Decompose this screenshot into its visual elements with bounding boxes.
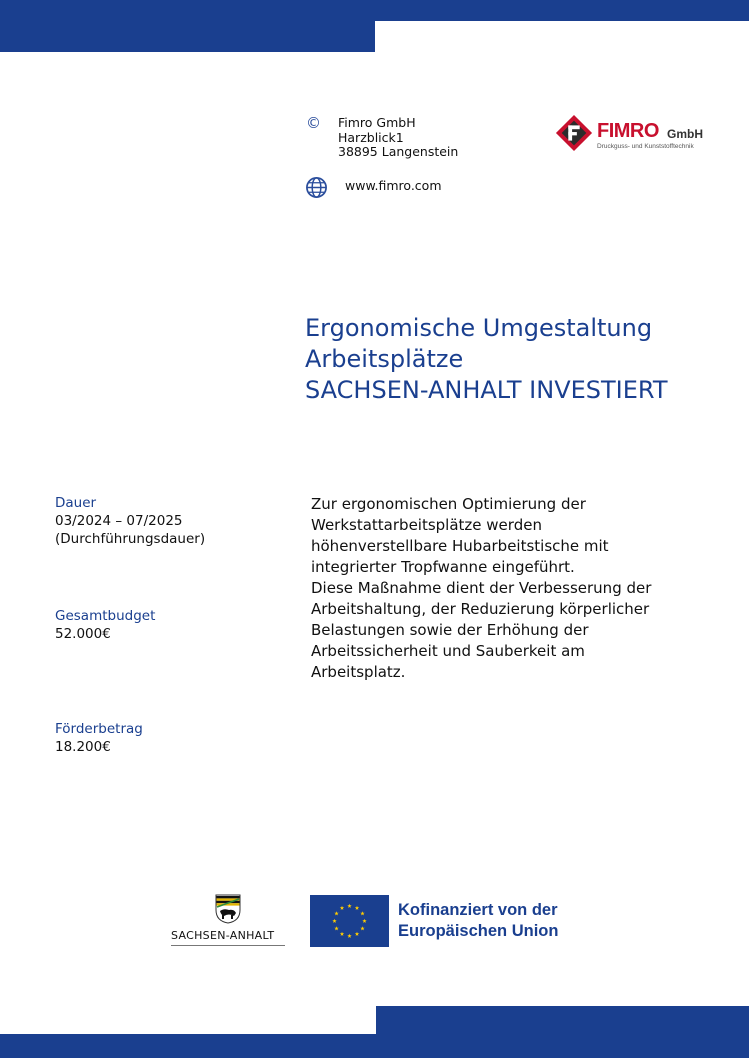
description-line: Zur ergonomischen Optimierung der bbox=[311, 495, 586, 513]
bottom-right-band bbox=[376, 1006, 749, 1034]
description-line: Arbeitssicherheit und Sauberkeit am bbox=[311, 642, 585, 660]
eu-flag-icon bbox=[310, 895, 389, 947]
funding-block bbox=[55, 720, 143, 756]
eu-line-1: Kofinanziert von der bbox=[398, 901, 558, 919]
budget-block bbox=[55, 607, 155, 643]
description-line: Arbeitshaltung, der Reduzierung körperlicher bbox=[311, 600, 650, 618]
funding-value: 18.200€ bbox=[55, 739, 111, 755]
eu-cofunding-text bbox=[398, 900, 558, 942]
logo-suffix: GmbH bbox=[667, 127, 703, 141]
duration-label: Dauer bbox=[55, 495, 97, 511]
title-line-3: SACHSEN-ANHALT INVESTIERT bbox=[305, 376, 668, 404]
top-left-band bbox=[0, 21, 375, 52]
company-name: Fimro GmbH bbox=[338, 115, 416, 130]
state-label: SACHSEN-ANHALT bbox=[171, 929, 275, 942]
budget-label: Gesamtbudget bbox=[55, 608, 156, 624]
description-line: integrierter Tropfwanne eingeführt. bbox=[311, 558, 575, 576]
logo-tagline: Druckguss- und Kunststofftechnik bbox=[597, 143, 694, 150]
title-line-2: Arbeitsplätze bbox=[305, 345, 464, 373]
divider bbox=[171, 945, 285, 946]
description-line: höhenverstellbare Hubarbeitstische mit bbox=[311, 537, 609, 555]
budget-value: 52.000€ bbox=[55, 626, 111, 642]
eu-line-2: Europäischen Union bbox=[398, 922, 559, 940]
website-link[interactable]: www.fimro.com bbox=[345, 178, 442, 193]
copyright-icon: © bbox=[306, 114, 321, 132]
description-line: Arbeitsplatz. bbox=[311, 663, 406, 681]
fimro-logo-mark-icon bbox=[555, 114, 593, 152]
description-line: Diese Maßnahme dient der Verbesserung der bbox=[311, 579, 652, 597]
funding-label: Förderbetrag bbox=[55, 721, 143, 737]
company-city: 38895 Langenstein bbox=[338, 144, 459, 159]
description-line: Belastungen sowie der Erhöhung der bbox=[311, 621, 589, 639]
sachsen-anhalt-logo bbox=[171, 894, 287, 948]
fimro-logo bbox=[555, 112, 715, 156]
coat-of-arms-icon bbox=[215, 894, 241, 924]
logo-name: FIMRO bbox=[597, 120, 659, 142]
description-line: Werkstattarbeitsplätze werden bbox=[311, 516, 542, 534]
company-street: Harzblick1 bbox=[338, 129, 404, 145]
bottom-band bbox=[0, 1034, 749, 1058]
top-band bbox=[0, 0, 749, 21]
project-description bbox=[311, 494, 706, 683]
duration-note: (Durchführungsdauer) bbox=[55, 531, 206, 547]
duration-block bbox=[55, 494, 205, 548]
page-title bbox=[305, 313, 668, 406]
duration-value: 03/2024 – 07/2025 bbox=[55, 513, 183, 529]
globe-icon bbox=[305, 176, 328, 203]
company-address bbox=[338, 116, 458, 160]
title-line-1: Ergonomische Umgestaltung bbox=[305, 314, 653, 342]
